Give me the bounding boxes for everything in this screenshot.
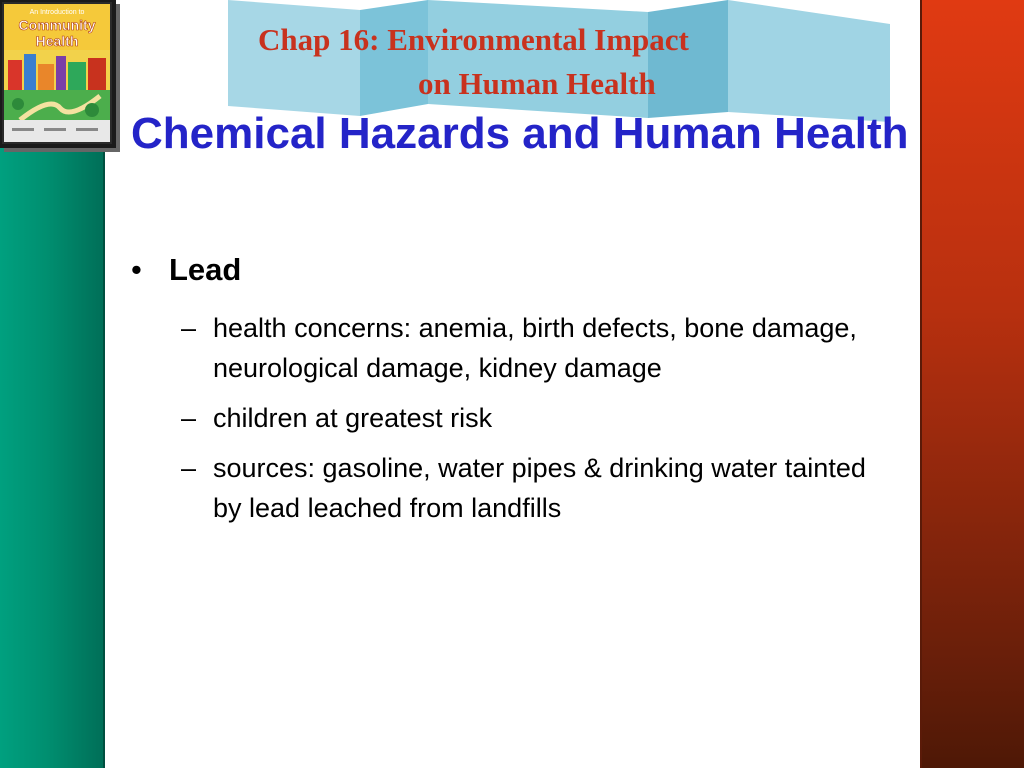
bullet-lead-label: Lead: [169, 252, 242, 287]
sub-bullet-dash: –: [181, 403, 197, 433]
sub-bullet-health-concerns: [181, 308, 901, 388]
book-title-community: Community: [18, 17, 96, 33]
book-cover-illustration: [0, 0, 116, 148]
book-title-health: Health: [35, 33, 79, 49]
bullet-lead: [131, 250, 901, 290]
bullet-mark: •: [131, 252, 142, 287]
book-subtitle-text: An Introduction to: [29, 9, 85, 16]
sub-bullet-text: children at greatest risk: [213, 403, 493, 433]
slide-body: [131, 250, 901, 538]
sub-bullet-dash: –: [181, 313, 197, 343]
sub-bullet-text: health concerns: anemia, birth defects, bone damage, neurological damage, kidney damage: [213, 313, 857, 383]
sub-bullet-text: sources: gasoline, water pipes & drinking water tainted by lead leached from landfills: [213, 453, 866, 523]
sub-bullet-children: [181, 398, 901, 438]
chapter-header-line1: Chap 16: Environmental Impact: [258, 22, 689, 57]
sub-bullet-dash: –: [181, 453, 197, 483]
right-decorative-bar: [920, 0, 1024, 768]
chapter-header: [222, 18, 862, 106]
sub-bullet-sources: [181, 448, 901, 528]
book-cover-image: [0, 0, 116, 148]
slide-title: Chemical Hazards and Human Health: [131, 109, 909, 158]
chapter-header-line2: on Human Health: [418, 66, 656, 101]
